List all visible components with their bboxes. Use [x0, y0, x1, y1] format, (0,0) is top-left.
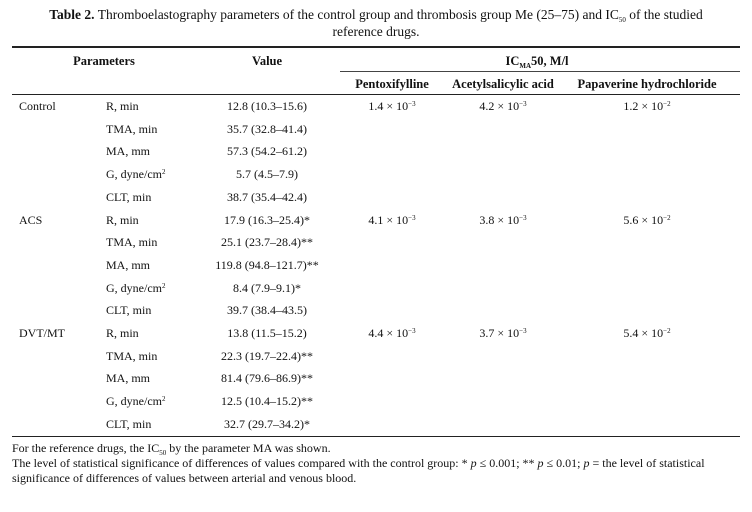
header-drug-3: Papaverine hydrochloride	[577, 77, 717, 91]
parameter-name: R, min	[106, 99, 139, 113]
parameter-name: TMA, min	[106, 235, 158, 250]
parameter-label	[106, 417, 151, 431]
footnote-2-p3: p	[583, 456, 590, 470]
parameter-name: R, min	[106, 212, 139, 227]
ic50-cell	[479, 213, 526, 227]
parameter-name: CLT, min	[106, 416, 152, 431]
ic50-exponent: −3	[519, 327, 527, 335]
parameter-name: MA, mm	[106, 257, 151, 272]
footnote-1-subscript: 50	[159, 449, 167, 457]
parameter-name: G, dyne/cm	[106, 167, 162, 182]
parameter-label	[106, 167, 166, 181]
parameter-unit-exponent: 2	[162, 395, 166, 404]
ic50-mantissa: 1.2 × 10	[623, 99, 664, 113]
caption-label: Table 2.	[49, 7, 95, 22]
header-bottom-rule	[12, 94, 740, 95]
group-name: DVT/MT	[19, 326, 65, 340]
value-cell: 35.7 (32.8–41.4)	[227, 121, 307, 136]
ic50-cell	[368, 326, 415, 340]
value-cell: 81.4 (79.6–86.9)**	[221, 371, 313, 386]
parameter-unit-exponent: 2	[162, 168, 166, 177]
parameter-name: TMA, min	[106, 121, 158, 136]
value-cell: 119.8 (94.8–121.7)**	[215, 257, 319, 272]
parameter-label	[106, 281, 166, 295]
parameter-name: G, dyne/cm	[106, 394, 162, 409]
parameter-label	[106, 258, 150, 272]
footnote-2-p1: p	[470, 456, 477, 470]
parameter-name: R, min	[106, 326, 139, 340]
header-ic-prefix: IC	[505, 54, 520, 68]
header-ic50	[505, 54, 568, 68]
parameter-name: TMA, min	[106, 348, 158, 363]
header-drug-1: Pentoxifylline	[355, 77, 429, 91]
caption-line-2: reference drugs.	[332, 24, 420, 39]
value-cell: 13.8 (11.5–15.2)	[227, 326, 307, 340]
parameter-label	[106, 190, 151, 204]
table-top-rule	[12, 46, 740, 48]
caption-text: Thromboelastography parameters of the control group and thrombosis group Me (25–75) and IC	[97, 7, 619, 22]
parameter-name: CLT, min	[106, 303, 152, 318]
ic50-cell	[623, 99, 670, 113]
header-parameters: Parameters	[73, 54, 135, 68]
header-value: Value	[251, 54, 283, 68]
group-name: Control	[19, 99, 56, 113]
header-ic-underline	[340, 71, 740, 72]
parameter-name: MA, mm	[106, 144, 151, 159]
value-cell: 57.3 (54.2–61.2)	[227, 144, 307, 159]
header-ic-suffix: 50, M/l	[531, 54, 569, 68]
parameter-label	[106, 371, 150, 385]
parameter-name: CLT, min	[106, 189, 152, 204]
footnote-2-threshold-1: ≤ 0.001; **	[479, 456, 535, 470]
ic50-cell	[368, 99, 415, 113]
ic50-cell	[623, 213, 670, 227]
ic50-exponent: −3	[408, 213, 416, 222]
parameter-label	[106, 394, 166, 408]
caption-line-1	[14, 6, 738, 23]
ic50-exponent: −2	[663, 327, 671, 335]
value-cell: 22.3 (19.7–22.4)**	[221, 348, 313, 363]
parameter-label	[106, 213, 139, 227]
parameter-label	[106, 349, 157, 363]
ic50-cell	[623, 326, 670, 340]
footnote-2-threshold-2: ≤ 0.01;	[546, 456, 581, 470]
table-caption	[14, 6, 738, 40]
parameter-label	[106, 303, 151, 317]
group-name: ACS	[19, 212, 43, 227]
value-cell: 8.4 (7.9–9.1)*	[233, 280, 301, 295]
caption-subscript: 50	[618, 16, 626, 24]
value-cell: 32.7 (29.7–34.2)*	[224, 416, 310, 431]
footnote-1-text-end: by the parameter MA was shown.	[169, 441, 331, 455]
ic50-exponent: −2	[663, 100, 671, 108]
parameter-name: G, dyne/cm	[106, 280, 162, 295]
ic50-mantissa: 5.4 × 10	[623, 326, 664, 340]
footnote-2-text: The level of statistical significance of differences of values compared with the control group: *	[12, 456, 468, 470]
footnote-1	[12, 441, 331, 455]
ic50-cell	[368, 213, 415, 227]
parameter-label	[106, 326, 139, 340]
ic50-exponent: −3	[408, 327, 416, 335]
ic50-exponent: −3	[519, 213, 527, 222]
value-cell: 25.1 (23.7–28.4)**	[221, 235, 313, 250]
value-cell: 12.5 (10.4–15.2)**	[221, 394, 313, 409]
ic50-cell	[479, 326, 526, 340]
value-cell: 12.8 (10.3–15.6)	[227, 99, 307, 113]
value-cell: 17.9 (16.3–25.4)*	[224, 212, 310, 227]
parameter-unit-exponent: 2	[162, 281, 166, 290]
ic50-mantissa: 4.4 × 10	[368, 326, 409, 340]
footnote-1-text: For the reference drugs, the IC	[12, 441, 160, 455]
footnote-2	[12, 456, 705, 470]
ic50-mantissa: 3.8 × 10	[479, 212, 520, 227]
ic50-mantissa: 4.1 × 10	[368, 212, 409, 227]
ic50-mantissa: 4.2 × 10	[479, 99, 520, 113]
parameter-label	[106, 144, 150, 158]
value-cell: 38.7 (35.4–42.4)	[227, 189, 307, 204]
table-bottom-rule	[12, 436, 740, 437]
header-ic-subscript: MA	[519, 62, 532, 70]
ic50-exponent: −2	[663, 213, 671, 222]
footnote-3: significance of differences of values between arterial and venous blood.	[12, 471, 357, 485]
parameter-label	[106, 122, 157, 136]
ic50-exponent: −3	[408, 100, 416, 108]
value-cell: 39.7 (38.4–43.5)	[227, 303, 307, 318]
caption-text-end: of the studied	[629, 7, 703, 22]
footnote-2-text-end: = the level of statistical	[592, 456, 705, 470]
parameter-name: MA, mm	[106, 371, 151, 386]
parameter-label	[106, 99, 139, 113]
header-drug-2: Acetylsalicylic acid	[452, 77, 554, 91]
ic50-mantissa: 5.6 × 10	[623, 212, 664, 227]
footnote-2-p2: p	[537, 456, 544, 470]
ic50-cell	[479, 99, 526, 113]
parameter-label	[106, 235, 157, 249]
ic50-exponent: −3	[519, 100, 527, 108]
ic50-mantissa: 1.4 × 10	[368, 99, 409, 113]
ic50-mantissa: 3.7 × 10	[479, 326, 520, 340]
value-cell: 5.7 (4.5–7.9)	[236, 167, 298, 182]
